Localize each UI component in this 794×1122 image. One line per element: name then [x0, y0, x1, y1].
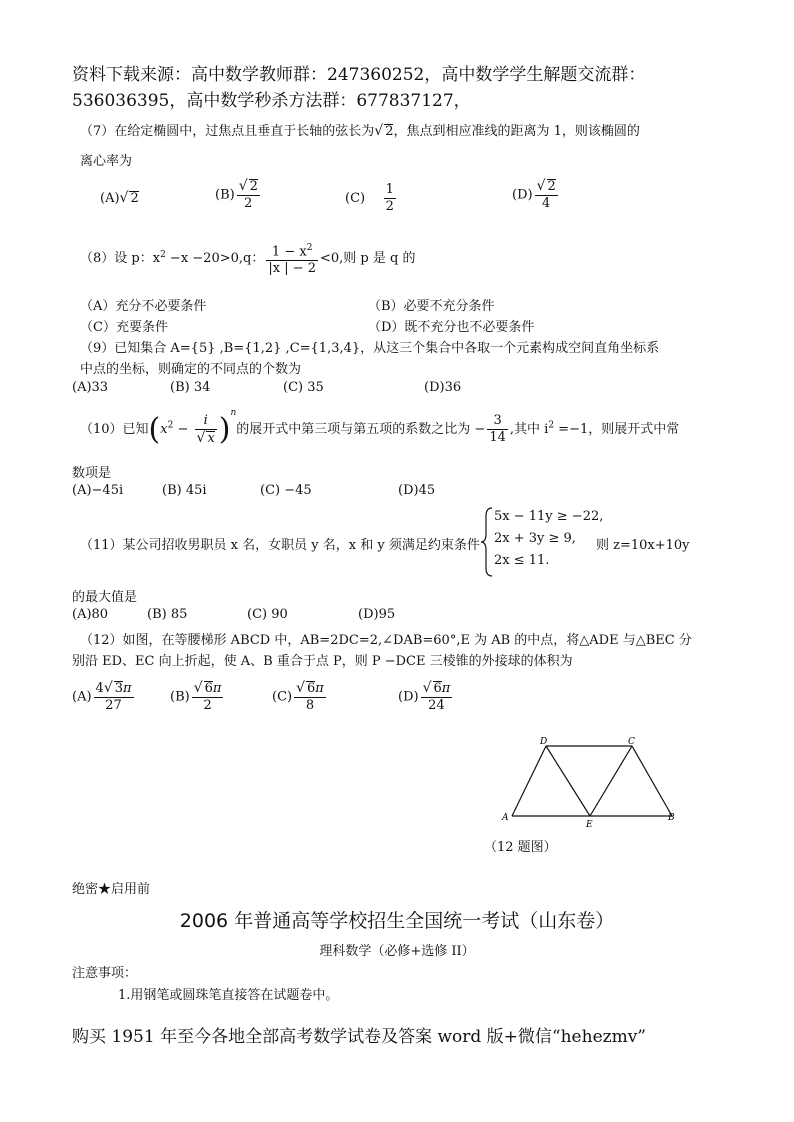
q11-option-b: (B) 85 [147, 607, 188, 622]
q10-prefix: （10）已知 [80, 422, 149, 437]
q7-radical: 2 [385, 124, 394, 139]
secret-mark: 绝密★启用前 [72, 882, 151, 897]
figure-label-e: E [586, 820, 593, 830]
exam-subtitle: 理科数学（必修+选修 II） [319, 944, 475, 959]
q7-option-c [345, 182, 398, 215]
q7-option-d: (D) $\frac{√ 2}{4}$ [512, 178, 556, 211]
q9-option-a: (A)33 [72, 380, 109, 395]
q12-opt-c-pi: π [315, 681, 324, 696]
q8-option-d: （D）既不充分也不必要条件 [368, 320, 535, 335]
figure-label-a: A [502, 813, 509, 823]
q7-text-a: （7）在给定椭圆中，过焦点且垂直于长轴的弦长为 [80, 124, 375, 139]
q9-stem-2: 中点的坐标，则确定的不同点的个数为 [80, 362, 302, 377]
figure-label-c: C [628, 737, 635, 747]
figure-label-d: D [540, 737, 548, 747]
q7-opt-c-num: 1 [385, 182, 394, 197]
figure-caption: （12 题图） [484, 840, 557, 855]
q10-exponent: n [230, 408, 237, 418]
q11-constraint-1: 5x − 11y ≥ −22, [494, 509, 604, 524]
q7-option-b: (B) $\frac{√ 2}{2}$ [215, 178, 258, 211]
q12-opt-a-coef: 4 [95, 681, 104, 696]
edge-cb [632, 746, 672, 816]
q11-brace [480, 506, 494, 578]
q12-opt-a-rad: 3 [114, 681, 124, 696]
q11-constraint-3: 2x ≤ 11. [494, 553, 550, 568]
q7-opt-b-den: 2 [244, 196, 253, 211]
edge-de [546, 746, 590, 816]
q11-objective: 则 z=10x+10y [596, 538, 690, 553]
q12-stem-1: （12）如图，在等腰梯形 ABCD 中，AB=2DC=2,∠DAB=60°,E 为 AB 的中点，将△ADE 与△BEC 分 [80, 633, 692, 648]
q11-option-d: (D)95 [358, 607, 396, 622]
q7-opt-c-den: 2 [385, 199, 394, 214]
q10-x: x [160, 422, 168, 437]
q12-opt-b-rad: 6 [204, 681, 213, 696]
source-line-2: 536036395，高中数学秒杀方法群：677837127， [72, 91, 471, 111]
q7-opt-b-num: 2 [249, 179, 258, 194]
notice-item-1: 1.用钢笔或圆珠笔直接答在试题卷中。 [118, 988, 339, 1003]
source-line-1: 资料下载来源：高中数学教师群：247360252，高中数学学生解题交流群： [72, 65, 646, 85]
q12-opt-a-den: 27 [105, 698, 122, 713]
q7-opt-d-label: (D) [512, 187, 533, 203]
q10-ratio-num: 3 [487, 413, 508, 430]
q10-option-c: (C) −45 [260, 483, 312, 498]
q11-option-a: (A)80 [72, 607, 109, 622]
q8-middle: −x −20>0,q： [165, 251, 265, 267]
q8-suffix: <0,则 p 是 q 的 [320, 251, 416, 267]
q12-opt-c-label: (C) [272, 689, 293, 705]
q10-stem: （10）已知($x^2$ − $\frac{i}{√ x}$ )$^n$的展开式中第三项与第五项的系数之比为 − $\frac{3}{14}$ ,其中 $i^2 =-1$，则展开式中常 [80, 408, 680, 447]
q9-option-b: (B) 34 [170, 380, 211, 395]
q12-opt-d-rad: 6 [433, 681, 442, 696]
q11-stem-2: 的最大值是 [72, 590, 138, 605]
q11-constraint-2: 2x + 3y ≥ 9, [494, 531, 576, 546]
q8-option-b: （B）必要不充分条件 [368, 299, 495, 314]
q10-x-sup: 2 [167, 420, 174, 431]
q9-stem-1: （9）已知集合 A={5} ,B={1,2} ,C={1,3,4}，从这三个集合中各取一个元素构成空间直角坐标系 [80, 341, 660, 356]
figure-label-b: B [668, 813, 675, 823]
q7-opt-d-den: 4 [542, 196, 551, 211]
q12-opt-c-rad: 6 [307, 681, 316, 696]
q12-opt-c-den: 8 [305, 698, 315, 713]
q11-option-c: (C) 90 [247, 607, 288, 622]
notice-heading: 注意事项： [72, 966, 138, 981]
q10-i-sup: 2 [548, 420, 555, 431]
q10-frac-den: x [207, 430, 215, 446]
q11-constraints [494, 506, 603, 572]
q7-opt-d-num: 2 [547, 179, 556, 194]
q10-option-a: (A)−45i [72, 483, 124, 498]
q7-text-b: ，焦点到相应准线的距离为 1，则该椭圆的 [393, 124, 640, 139]
trapezoid-figure [498, 732, 688, 832]
q10-text-a: 的展开式中第三项与第五项的系数之比为 − [236, 422, 486, 437]
q7-option-a: (A)√ 2 [100, 190, 139, 206]
q9-option-c: (C) 35 [283, 380, 324, 395]
q8-sup: 2 [160, 249, 166, 260]
q7-opt-a-value: 2 [130, 191, 139, 206]
q12-opt-a-pi: π [123, 681, 132, 696]
q12-stem-2: 别沿 ED、EC 向上折起，使 A、B 重合于点 P，则 P −DCE 三棱锥的外接球的体积为 [72, 654, 573, 669]
q12-option-b: (B) $\frac{√ 6\pi}{2}$ [170, 680, 222, 713]
q7-opt-a-label: (A) [100, 191, 120, 206]
q11-stem: （11）某公司招收男职员 x 名，女职员 y 名，x 和 y 须满足约束条件 [80, 538, 480, 553]
q7-stem-2: 离心率为 [80, 154, 133, 169]
exam-title: 2006 年普通高等学校招生全国统一考试（山东卷） [179, 910, 615, 932]
q9-option-d: (D)36 [424, 380, 462, 395]
q12-option-a: (A) $\frac{4√ 3\pi}{27}$ [72, 680, 132, 713]
q12-option-d: (D) $\frac{√ 6\pi}{24}$ [398, 680, 451, 713]
footer-ad: 购买 1951 年至今各地全部高考数学试卷及答案 word 版+微信“hehezmv” [72, 1027, 646, 1047]
q12-option-c: (C) $\frac{√ 6\pi}{8}$ [272, 680, 324, 713]
q10-frac-num: i [195, 413, 217, 430]
q12-opt-b-den: 2 [203, 698, 212, 713]
q8-prefix: （8）设 p：x [80, 251, 161, 267]
q8-option-a: （A）充分不必要条件 [80, 299, 207, 314]
q10-minus: − [173, 422, 193, 437]
q8-frac-num-sup: 2 [306, 243, 313, 253]
q7-opt-b-label: (B) [215, 187, 235, 203]
q10-stem-2: 数项是 [72, 466, 112, 481]
q12-opt-d-den: 24 [428, 698, 445, 713]
q8-frac-den: |x | − 2 [268, 261, 316, 277]
q12-opt-d-pi: π [441, 681, 451, 696]
q12-opt-d-label: (D) [398, 689, 419, 705]
q10-option-b: (B) 45i [162, 483, 207, 498]
q10-option-d: (D)45 [398, 483, 436, 498]
q12-opt-b-label: (B) [170, 689, 190, 705]
q10-text-c: =−1，则展开式中常 [554, 422, 680, 437]
trapezoid-lines [512, 746, 672, 816]
q7-stem: （7）在给定椭圆中，过焦点且垂直于长轴的弦长为√ 2，焦点到相应准线的距离为 1，则该椭圆的 [80, 123, 640, 139]
q12-opt-a-label: (A) [72, 689, 92, 705]
q12-opt-b-pi: π [212, 681, 222, 696]
q8-frac-num: 1 − x [271, 244, 307, 260]
q8-stem [80, 240, 415, 277]
edge-ce [590, 746, 632, 816]
q7-opt-c-label: (C) [345, 191, 366, 206]
q10-ratio-den: 14 [489, 430, 506, 445]
edge-ad [512, 746, 546, 816]
q8-option-c: （C）充要条件 [80, 320, 168, 335]
q10-text-b: ,其中 i [509, 422, 549, 437]
